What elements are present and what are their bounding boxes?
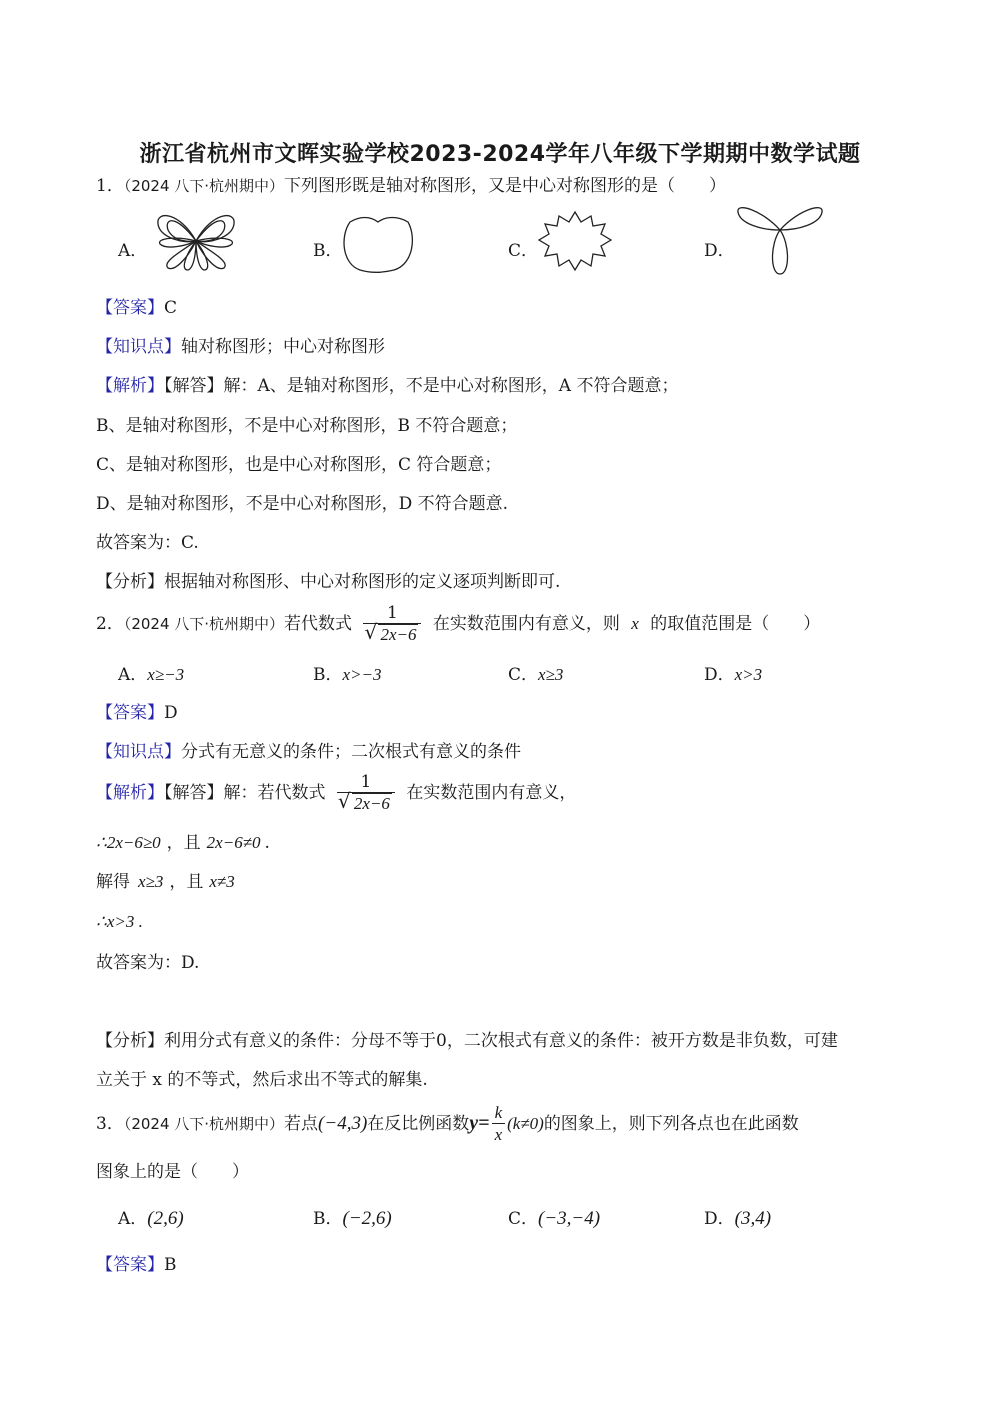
inequality: ∴2x−6≥0 bbox=[96, 833, 161, 852]
conjunction: ，且 bbox=[166, 833, 201, 853]
question-source: （2024 八下·杭州期中） bbox=[123, 615, 285, 633]
knowledge-text: 分式有无意义的条件；二次根式有意义的条件 bbox=[181, 742, 521, 762]
option-d-label: D． bbox=[704, 241, 735, 261]
answer-tag: 【答案】 bbox=[96, 703, 164, 723]
question-text: 的取值范围是（ ） bbox=[650, 614, 821, 634]
option-c-label: C． bbox=[508, 241, 539, 261]
q1-analysis bbox=[96, 374, 678, 398]
option-a bbox=[118, 1204, 184, 1230]
fenxi-text: 利用分式有意义的条件：分母不等于0，二次根式有意义的条件：被开方数是非负数，可建 bbox=[164, 1031, 838, 1051]
question-number: 2． bbox=[96, 614, 124, 634]
period: . bbox=[264, 833, 270, 853]
option-d bbox=[704, 660, 762, 685]
page-title: 浙江省杭州市文晖实验学校2023-2024学年八年级下学期期中数学试题 bbox=[139, 142, 861, 167]
analysis-line: ∴x>3 . bbox=[96, 912, 143, 931]
question-source: （2024 八下·杭州期中） bbox=[123, 177, 285, 195]
analysis-line: D、是轴对称图形，不是中心对称图形，D 不符合题意. bbox=[96, 494, 509, 514]
question-text: 若点 bbox=[284, 1114, 319, 1134]
option-label: D． bbox=[704, 665, 735, 685]
question-text: 下列图形既是轴对称图形，又是中心对称图形的是（ ） bbox=[284, 176, 727, 196]
conjunction: ，且 bbox=[169, 872, 204, 892]
q1-fenxi bbox=[96, 570, 560, 594]
three-petal-figure bbox=[732, 204, 828, 276]
option-c bbox=[508, 660, 563, 685]
sqrt bbox=[340, 793, 392, 815]
inequality: x≠3 bbox=[209, 872, 235, 891]
q2-fenxi bbox=[96, 1029, 838, 1053]
question-text: 在实数范围内有意义，则 bbox=[432, 614, 620, 634]
analysis-text: 解：若代数式 bbox=[223, 783, 326, 803]
option-value: (−2,6) bbox=[342, 1208, 392, 1229]
option-label: D． bbox=[704, 1209, 735, 1229]
option-value: x>−3 bbox=[342, 665, 382, 684]
knowledge-tag: 【知识点】 bbox=[96, 742, 181, 762]
option-a-label: A． bbox=[118, 241, 148, 261]
question-source: （2024 八下·杭州期中） bbox=[123, 1115, 285, 1133]
butterfly-figure bbox=[150, 208, 242, 274]
fraction-numerator: 1 bbox=[360, 772, 372, 792]
answer-value: D bbox=[164, 703, 178, 723]
inequality: 2x−6≠0 bbox=[206, 833, 261, 852]
fenxi-text: 根据轴对称图形、中心对称图形的定义逐项判断即可. bbox=[164, 572, 561, 592]
q2-answer bbox=[96, 701, 178, 725]
fenxi-tag: 【分析】 bbox=[96, 1031, 164, 1051]
fraction bbox=[492, 1103, 506, 1146]
variable: x bbox=[631, 614, 639, 633]
answer-value: C bbox=[164, 298, 178, 318]
option-d bbox=[704, 1204, 771, 1230]
q2-analysis bbox=[96, 772, 576, 815]
fraction-numerator: k bbox=[494, 1103, 503, 1122]
knowledge-tag: 【知识点】 bbox=[96, 337, 181, 357]
q2-knowledge bbox=[96, 740, 521, 764]
q3-answer bbox=[96, 1253, 177, 1277]
fenxi-tag: 【分析】 bbox=[96, 572, 164, 592]
fenxi-text: 立关于 x 的不等式，然后求出不等式的解集. bbox=[96, 1070, 428, 1090]
option-c bbox=[508, 1204, 600, 1230]
fraction-denominator: x bbox=[492, 1123, 506, 1146]
q1-answer bbox=[96, 296, 177, 320]
option-b-label: B． bbox=[313, 241, 343, 261]
option-b bbox=[313, 1204, 392, 1230]
radicand: 2x−6 bbox=[380, 625, 417, 644]
analysis-text: 在实数范围内有意义， bbox=[406, 783, 577, 803]
option-a bbox=[118, 660, 184, 685]
analysis-text: 解得 bbox=[96, 872, 130, 892]
option-value: x>3 bbox=[734, 665, 763, 684]
option-label: B． bbox=[313, 1209, 343, 1229]
question-text: 的图象上，则下列各点也在此函数 bbox=[543, 1114, 799, 1134]
knowledge-text: 轴对称图形；中心对称图形 bbox=[181, 337, 385, 357]
solve-tag: 【解答】 bbox=[164, 376, 224, 396]
radicand: 2x−6 bbox=[353, 794, 390, 813]
solve-tag: 【解答】 bbox=[164, 783, 224, 803]
function-lhs: y= bbox=[469, 1112, 490, 1134]
option-label: C． bbox=[508, 665, 539, 685]
fraction-denominator bbox=[337, 792, 395, 815]
fraction bbox=[337, 772, 395, 815]
option-value: (2,6) bbox=[147, 1208, 184, 1229]
point: (−4,3) bbox=[318, 1113, 368, 1134]
option-label: A． bbox=[118, 1209, 148, 1229]
answer-tag: 【答案】 bbox=[96, 1255, 164, 1275]
option-value: (3,4) bbox=[734, 1208, 772, 1229]
question-3-stem bbox=[96, 1103, 799, 1146]
fraction bbox=[363, 603, 421, 646]
fraction-denominator bbox=[363, 623, 421, 646]
question-1-stem bbox=[96, 174, 726, 198]
question-text: 若代数式 bbox=[284, 614, 353, 634]
fraction-numerator: 1 bbox=[387, 603, 398, 623]
option-value: x≥−3 bbox=[147, 665, 185, 684]
question-text: 在反比例函数 bbox=[367, 1114, 470, 1134]
answer-tag: 【答案】 bbox=[96, 298, 164, 318]
option-value: x≥3 bbox=[538, 665, 564, 684]
analysis-line: C、是轴对称图形，也是中心对称图形，C 符合题意； bbox=[96, 455, 502, 475]
option-value: (−3,−4) bbox=[538, 1208, 601, 1229]
heart-shape-figure bbox=[340, 212, 416, 274]
option-b bbox=[313, 660, 382, 685]
question-2-stem bbox=[96, 603, 820, 646]
option-label: C． bbox=[508, 1209, 539, 1229]
analysis-line bbox=[96, 831, 270, 855]
option-label: A． bbox=[118, 665, 148, 685]
star-gear-figure bbox=[537, 210, 613, 272]
analysis-line bbox=[96, 870, 235, 894]
answer-value: B bbox=[164, 1255, 177, 1275]
sqrt bbox=[366, 624, 418, 646]
analysis-line: 解：A、是轴对称图形，不是中心对称图形，A 不符合题意； bbox=[223, 376, 679, 396]
analysis-line: B、是轴对称图形，不是中心对称图形，B 不符合题意； bbox=[96, 416, 518, 436]
q1-knowledge bbox=[96, 335, 385, 359]
analysis-tag: 【解析】 bbox=[96, 376, 164, 396]
question-number: 3． bbox=[96, 1114, 124, 1134]
inequality: x≥3 bbox=[138, 872, 164, 891]
analysis-tag: 【解析】 bbox=[96, 783, 164, 803]
function-condition: (k≠0) bbox=[507, 1114, 544, 1133]
option-label: B． bbox=[313, 665, 343, 685]
analysis-line: 故答案为：D. bbox=[96, 953, 200, 973]
question-number: 1． bbox=[96, 176, 124, 196]
question-text: 图象上的是（ ） bbox=[96, 1162, 249, 1182]
analysis-line: 故答案为：C. bbox=[96, 533, 199, 553]
